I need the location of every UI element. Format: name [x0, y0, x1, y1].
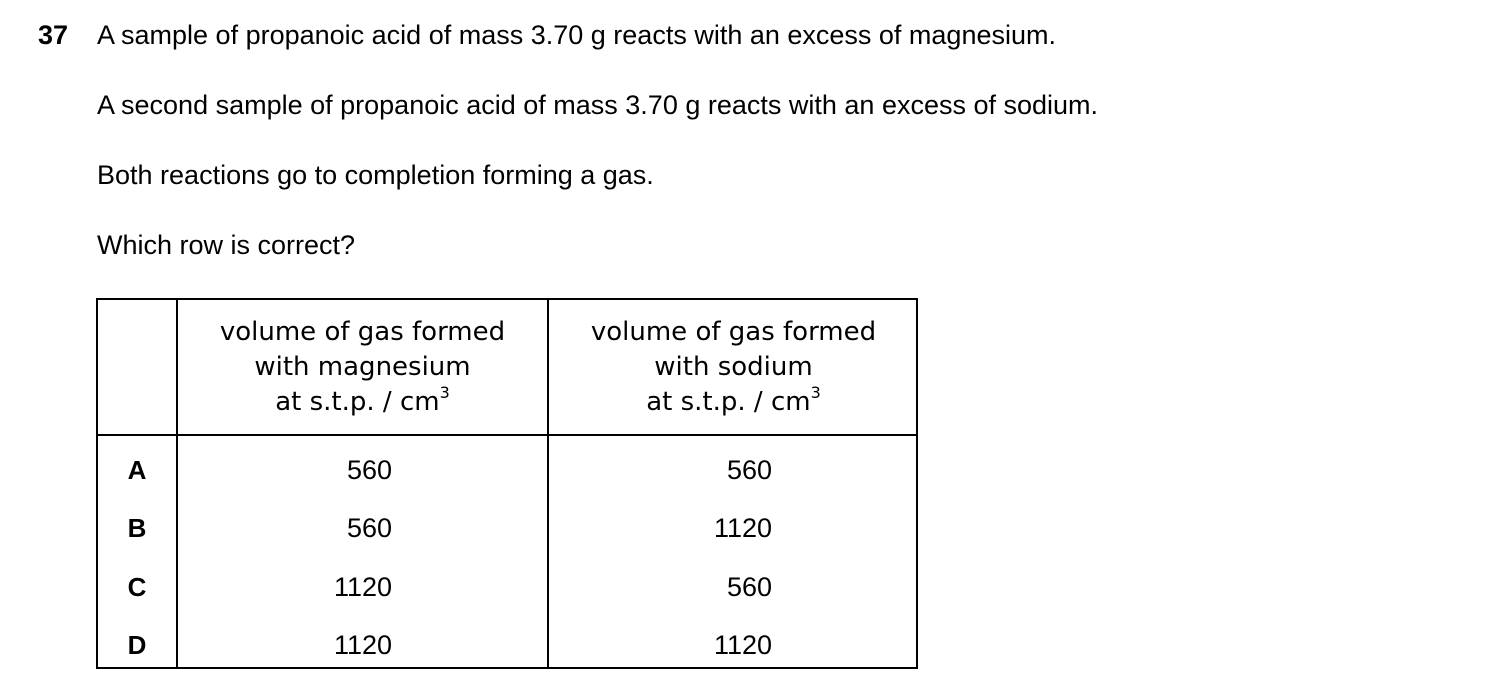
row-b-sodium-value: 1120 — [713, 513, 772, 543]
row-b-magnesium-value: 560 — [346, 513, 392, 543]
question-number: 37 — [38, 20, 69, 50]
row-label-c[interactable]: C — [127, 572, 147, 602]
question-line-3: Both reactions go to completion forming a gas. — [97, 160, 654, 190]
question-prompt: Which row is correct? — [97, 230, 356, 260]
header-sodium-line-1: volume of gas formed — [590, 317, 877, 347]
answer-table — [96, 298, 918, 669]
header-magnesium-line-2: with magnesium — [254, 352, 471, 382]
header-magnesium — [178, 315, 547, 420]
table-header-divider — [98, 434, 916, 436]
header-sodium — [549, 315, 918, 420]
row-c-magnesium-value: 1120 — [333, 572, 392, 602]
row-c-sodium-value: 560 — [726, 572, 772, 602]
header-sodium-line-3 — [549, 385, 918, 420]
row-label-a[interactable]: A — [127, 455, 147, 485]
header-magnesium-line-1: volume of gas formed — [219, 317, 506, 347]
header-sodium-unit: at s.t.p. / cm — [646, 387, 811, 417]
header-magnesium-unit: at s.t.p. / cm — [275, 387, 440, 417]
question-line-2: A second sample of propanoic acid of mass 3.70 g reacts with an excess of sodium. — [97, 90, 1099, 120]
header-magnesium-line-3 — [178, 385, 547, 420]
row-label-d[interactable]: D — [127, 630, 147, 660]
row-a-sodium-value: 560 — [726, 455, 772, 485]
row-d-sodium-value: 1120 — [713, 630, 772, 660]
header-sodium-unit-exponent: 3 — [810, 383, 821, 403]
row-d-magnesium-value: 1120 — [333, 630, 392, 660]
row-label-b[interactable]: B — [127, 513, 147, 543]
question-line-1: A sample of propanoic acid of mass 3.70 g reacts with an excess of magnesium. — [97, 20, 1056, 50]
header-sodium-line-2: with sodium — [654, 352, 813, 382]
row-a-magnesium-value: 560 — [346, 455, 392, 485]
header-magnesium-unit-exponent: 3 — [439, 383, 450, 403]
